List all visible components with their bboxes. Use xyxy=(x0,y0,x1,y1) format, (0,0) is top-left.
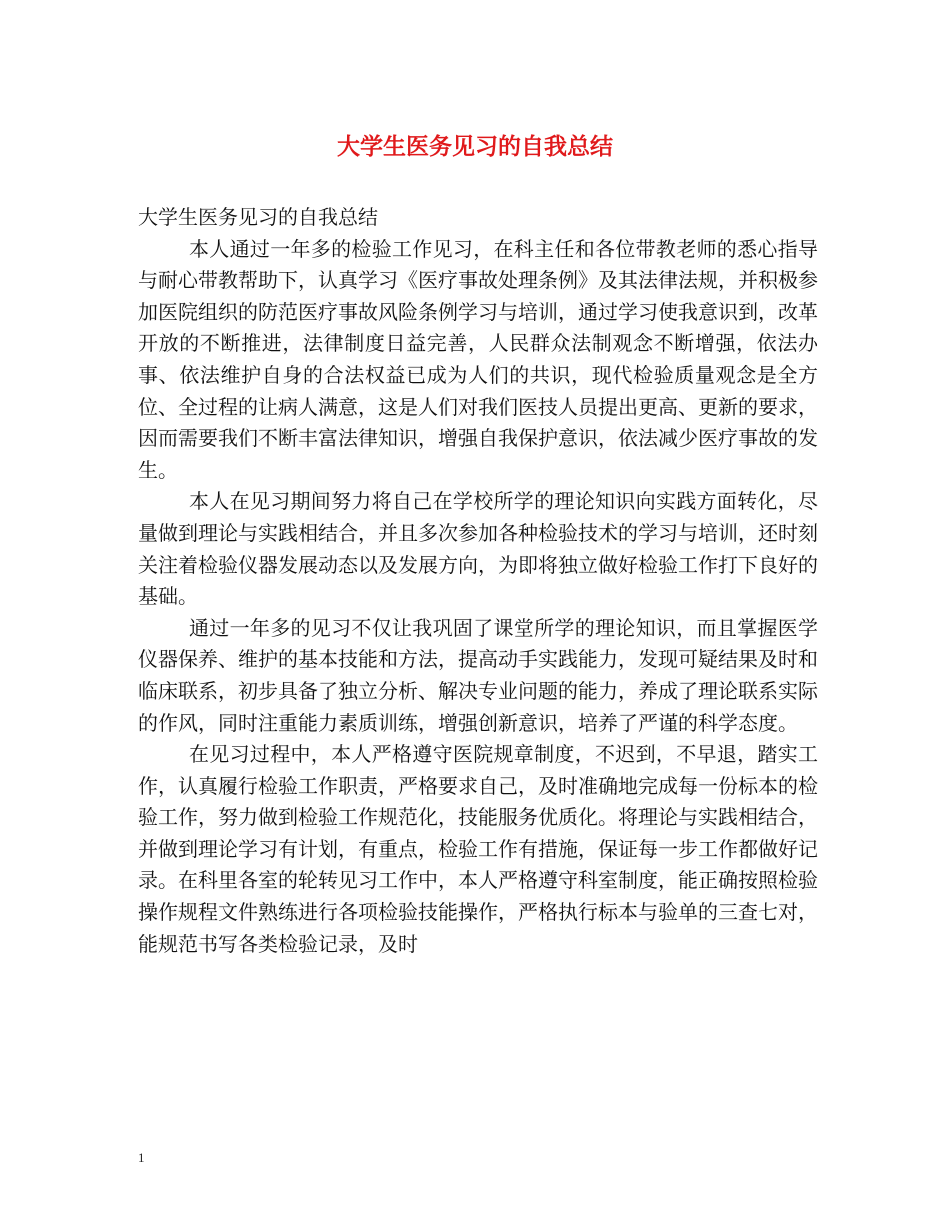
paragraph-1: 本人通过一年多的检验工作见习，在科主任和各位带教老师的悉心指导与耐心带教帮助下，认真学习《医疗事故处理条例》及其法律法规，并积极参加医院组织的防范医疗事故风险条例学习与培训，通过学习使我意识到，改革开放的不断推进，法律制度日益完善，人民群众法制观念不断增强，依法办事、依法维护自身的合法权益已成为人们的共识，现代检验质量观念是全方位、全过程的让病人满意，这是人们对我们医技人员提出更高、更新的要求，因而需要我们不断丰富法律知识，增强自我保护意识，依法减少医疗事故的发生。 xyxy=(138,236,818,482)
document-body xyxy=(138,202,818,960)
document-subtitle: 大学生医务见习的自我总结 xyxy=(138,205,378,229)
paragraph-4: 在见习过程中，本人严格遵守医院规章制度，不迟到，不早退，踏实工作，认真履行检验工作职责，严格要求自己，及时准确地完成每一份标本的检验工作，努力做到检验工作规范化，技能服务优质化。将理论与实践相结合，并做到理论学习有计划，有重点，检验工作有措施，保证每一步工作都做好记录。在科里各室的轮转见习工作中，本人严格遵守科室制度，能正确按照检验操作规程文件熟练进行各项检验技能操作，严格执行标本与验单的三查七对，能规范书写各类检验记录，及时 xyxy=(138,742,818,956)
paragraph-2: 本人在见习期间努力将自己在学校所学的理论知识向实践方面转化，尽量做到理论与实践相结合，并且多次参加各种检验技术的学习与培训，还时刻关注着检验仪器发展动态以及发展方向，为即将独立做好检验工作打下良好的基础。 xyxy=(138,489,818,609)
document-title: 大学生医务见习的自我总结 xyxy=(337,133,613,160)
page-number: 1 xyxy=(138,1150,145,1165)
paragraph-3: 通过一年多的见习不仅让我巩固了课堂所学的理论知识，而且掌握医学仪器保养、维护的基本技能和方法，提高动手实践能力，发现可疑结果及时和临床联系，初步具备了独立分析、解决专业问题的能力，养成了理论联系实际的作风，同时注重能力素质训练，增强创新意识，培养了严谨的科学态度。 xyxy=(138,615,818,735)
